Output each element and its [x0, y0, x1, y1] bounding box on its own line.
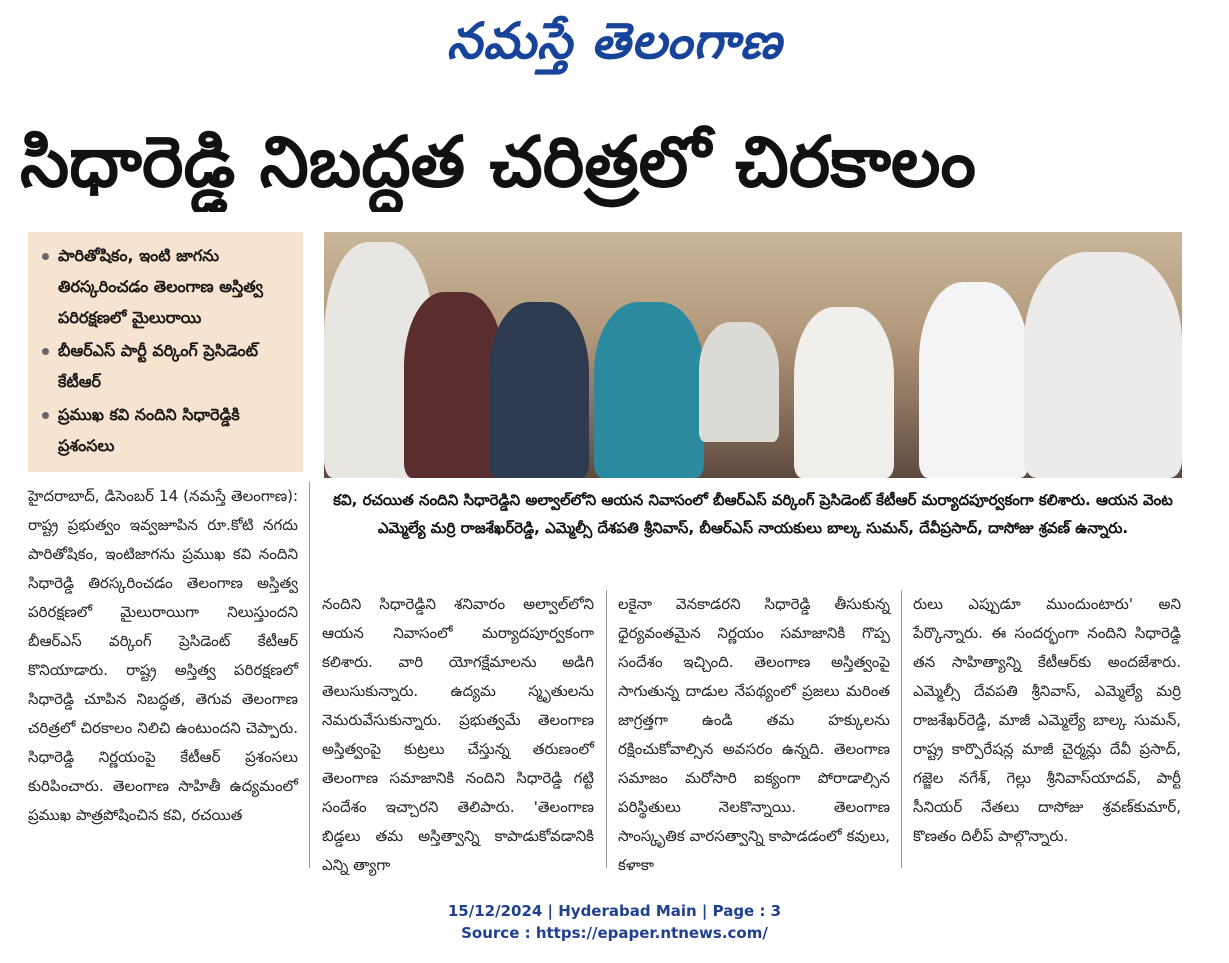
column-divider	[901, 590, 902, 868]
highlight-item: పారితోషికం, ఇంటి జాగను తిరస్కరించడం తెలంగాణ అస్తిత్వ పరిరక్షణలో మైలురాయి	[36, 240, 297, 333]
highlight-item: ప్రముఖ కవి నందిని సిధారెడ్డికి ప్రశంసలు	[36, 399, 297, 461]
footer-source-line[interactable]: Source : https://epaper.ntnews.com/	[461, 924, 768, 942]
page-footer	[0, 900, 1229, 944]
article-column-1: హైదరాబాద్, డిసెంబర్ 14 (నమస్తే తెలంగాణ): రాష్ట్ర ప్రభుత్వం ఇవ్వజూపిన రూ.కోటి నగదు పారితోషికం, ఇంటిజాగను ప్రముఖ కవి నందిని సిధారెడ్డి తిరస్కరించడం తెలంగాణ అస్తిత్వ పరిరక్షణలో మైలురాయిగా నిలుస్తుందని బీఆర్ఎస్ వర్కింగ్ ప్రెసిడెంట్ కేటీఆర్ కొనియాడారు. రాష్ట్ర అస్తిత్వ పరిరక్షణలో సిధారెడ్డి చూపిన నిబద్ధత, తెగువ తెలంగాణ చరిత్రలో చిరకాలం నిలిచి ఉంటుందని చెప్పారు. సిధారెడ్డి నిర్ణయంపై కేటీఆర్ ప్రశంసలు కురిపించారు. తెలంగాణ సాహితీ ఉద్యమంలో ప్రముఖ పాత్రపోషించిన కవి, రచయిత	[28, 487, 298, 824]
footer-date-line: 15/12/2024 | Hyderabad Main | Page : 3	[447, 902, 782, 920]
article-column-3: లకైనా వెనకాడరని సిధారెడ్డి తీసుకున్న ధైర్యవంతమైన నిర్ణయం సమాజానికి గొప్ప సందేశం ఇచ్చింది. తెలంగాణ అస్తిత్వంపై సాగుతున్న దాడుల నేపథ్యంలో ప్రజలు మరింత జాగ్రత్తగా ఉండి తమ హక్కులను రక్షించుకోవాల్సిన అవసరం ఉన్నది. తెలంగాణ సమాజం మరోసారి ఐక్యంగా పోరాడాల్సిన పరిస్థితులు నెలకొన్నాయి. తెలంగాణ సాంస్కృతిక వారసత్వాన్ని కాపాడడంలో కవులు, కళాకా	[618, 595, 890, 874]
article-column-2: నందిని సిధారెడ్డిని శనివారం అల్వాల్‌లోని ఆయన నివాసంలో మర్యాదపూర్వకంగా కలిశారు. వారి యోగక్షేమాలను అడిగి తెలుసుకున్నారు. ఉద్యమ స్మృతులను నెమరువేసుకున్నారు. ప్రభుత్వమే తెలంగాణ అస్తిత్వంపై కుట్రలు చేస్తున్న తరుణంలో తెలంగాణ సమాజానికి నందిని సిధారెడ్డి గట్టి సందేశం ఇచ్చారని తెలిపారు. 'తెలంగాణ బిడ్డలు తమ అస్తిత్వాన్ని కాపాడుకోవడానికి ఎన్ని త్యాగా	[322, 595, 594, 874]
news-photo	[324, 232, 1182, 478]
article-column-4: రులు ఎప్పుడూ ముందుంటారు' అని పేర్కొన్నారు. ఈ సందర్భంగా నందిని సిధారెడ్డి తన సాహిత్యాన్ని కేటీఆర్‌కు అందజేశారు. ఎమ్మెల్సీ దేవపతి శ్రీనివాస్, ఎమ్మెల్యే మర్రి రాజశేఖర్‌రెడ్డి, మాజీ ఎమ్మెల్యే బాల్క సుమన్, రాష్ట్ర కార్పొరేషన్ల మాజీ చైర్మన్లు దేవీ ప్రసాద్, గజ్జెల నగేశ్, గెల్లు శ్రీనివాస్‌యాదవ్, పార్టీ సీనియర్ నేతలు దాసోజు శ్రవణ్‌కుమార్, కొణతం దిలీప్ పాల్గొన్నారు.	[913, 595, 1181, 845]
masthead-logo: నమస్తే తెలంగాణ	[446, 12, 783, 70]
photo-caption: కవి, రచయిత నందిని సిధారెడ్డిని అల్వాల్‌లోని ఆయన నివాసంలో బీఆర్ఎస్ వర్కింగ్ ప్రెసిడెంట్ కేటీఆర్ మర్యాదపూర్వకంగా కలిశారు. ఆయన వెంట ఎమ్మెల్యే మర్రి రాజశేఖర్‌రెడ్డి, ఎమ్మెల్సీ దేశపతి శ్రీనివాస్, బీఆర్ఎస్ నాయకులు బాల్క సుమన్, దేవీప్రసాద్, దాసోజు శ్రవణ్ ఉన్నారు.	[333, 491, 1173, 537]
highlights-box	[28, 232, 303, 472]
highlight-item: బీఆర్ఎస్ పార్టీ వర్కింగ్ ప్రెసిడెంట్ కేటీఆర్	[36, 335, 297, 397]
column-divider	[309, 482, 310, 868]
headline: సిధారెడ్డి నిబద్ధత చరిత్రలో చిరకాలం	[20, 121, 977, 203]
column-divider	[606, 590, 607, 868]
